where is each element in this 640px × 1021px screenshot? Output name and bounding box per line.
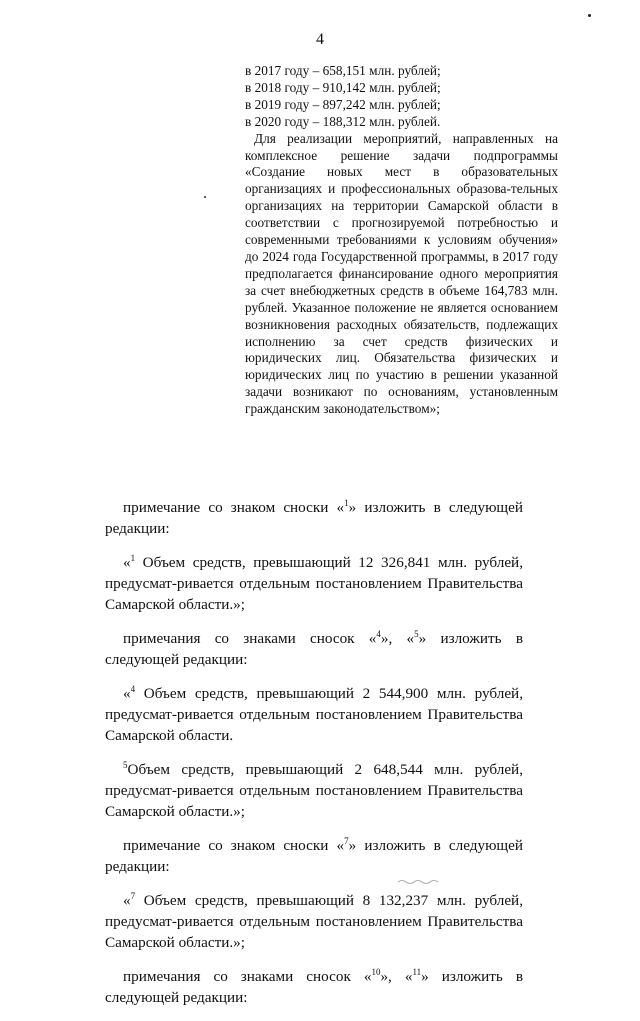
amendment-notes-10-11-intro: примечания со знаками сносок «$^{10}$», «$^{11}$» изложить в следующей редакции: (105, 967, 524, 1006)
amendments-text (105, 497, 523, 1021)
funding-year-2020: в 2020 году – 188,312 млн. рублей. (245, 113, 441, 129)
funding-paragraph: Для реализации мероприятий, направленных на комплексное решение задачи подпрограммы «Создание новых мест в образовательных организациях и профессиональных образова-тельных организациях на территории Самарской области в соответствии с прогнозируемой потребностью и современными требованиями к условиям обучения» до 2024 года Государственной программы, в 2017 году предполагается финансирование одного мероприятия за счет внебюджетных средств в объеме 164,783 млн. рублей. Указанное положение не является основанием возникновения расходных обязательств, подлежащих исполнению за счет средств физических и юридических лиц. Обязательства физических и юридических лиц по участию в решении указанной задачи возникают по основаниям, установленным гражданским законодательством»; (245, 130, 558, 417)
amendment-notes-4-5-intro: примечания со знаками сносок «$^4$», «$^5$» изложить в следующей редакции: (105, 629, 524, 668)
amendment-note-7-intro: примечание со знаком сноски «$^7$» изложить в следующей редакции: (105, 836, 523, 875)
funding-year-2018: в 2018 году – 910,142 млн. рублей; (245, 79, 441, 95)
scan-speck (204, 196, 206, 198)
scan-mark (396, 876, 446, 886)
scan-speck (588, 14, 591, 17)
funding-block (245, 63, 558, 418)
page-number: 4 (316, 31, 324, 48)
amendment-note-4-text: «$^4$ Объем средств, превышающий 2 544,900 млн. рублей, предусмат-ривается отдельным постановлением Правительства Самарской области. (105, 684, 523, 744)
funding-year-2017: в 2017 году – 658,151 млн. рублей; (245, 63, 441, 78)
amendment-note-7-text: «$^7$ Объем средств, превышающий 8 132,237 млн. рублей, предусмат-ривается отдельным постановлением Правительства Самарской области.»; (105, 891, 523, 951)
amendment-note-1-text: «$^1$ Объем средств, превышающий 12 326,841 млн. рублей, предусмат-ривается отдельным постановлением Правительства Самарской области.»; (105, 553, 523, 613)
amendment-note-1-intro: примечание со знаком сноски «$^1$» изложить в следующей редакции: (105, 498, 523, 537)
amendment-note-5-text: $^5$Объем средств, превышающий 2 648,544 млн. рублей, предусмат-ривается отдельным постановлением Правительства Самарской области.»; (105, 760, 523, 820)
funding-year-2019: в 2019 году – 897,242 млн. рублей; (245, 96, 441, 112)
